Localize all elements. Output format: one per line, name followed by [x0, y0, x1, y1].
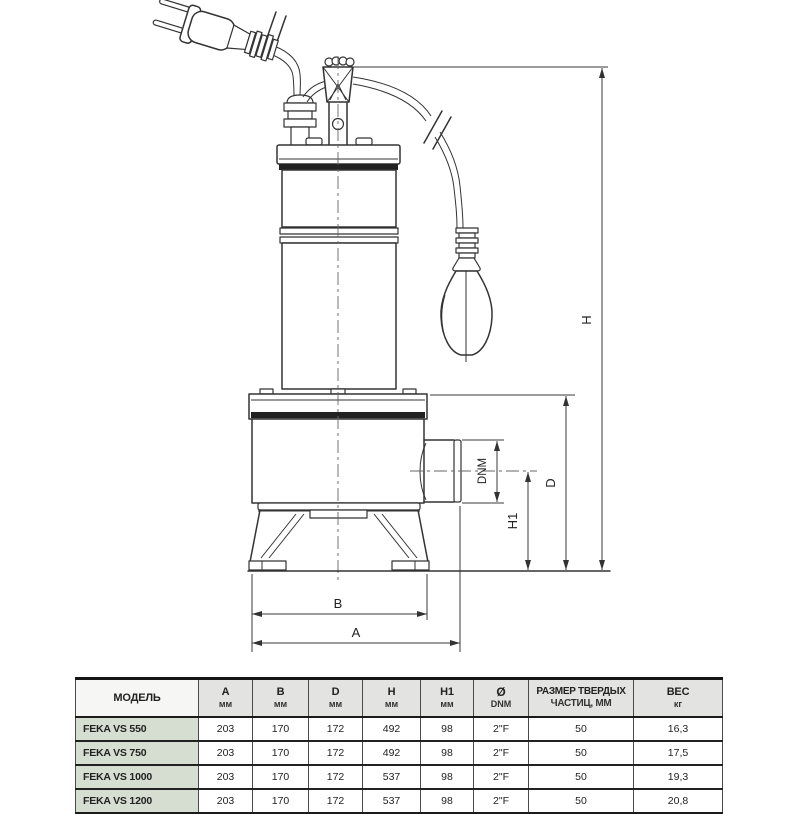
upper-shell — [282, 170, 396, 227]
top-cap — [277, 145, 400, 164]
float-rib — [456, 238, 478, 243]
dimension-h1 — [505, 472, 528, 570]
column-header-b: B мм — [253, 679, 309, 718]
value-cell: 170 — [253, 765, 309, 789]
dimension-a — [252, 506, 460, 652]
value-cell: 203 — [199, 717, 253, 741]
table-row — [76, 765, 723, 789]
column-header-d: D мм — [309, 679, 363, 718]
column-header-h1: H1 мм — [421, 679, 474, 718]
float-collar — [453, 258, 480, 271]
value-cell: 2"F — [474, 741, 529, 765]
value-cell: 50 — [529, 765, 634, 789]
volute-rim — [258, 503, 420, 510]
value-cell: 98 — [421, 717, 474, 741]
dimensions-table — [75, 677, 723, 814]
dimension-d — [430, 395, 575, 570]
value-cell: 537 — [363, 765, 421, 789]
value-cell: 50 — [529, 741, 634, 765]
value-cell: 172 — [309, 789, 363, 813]
dim-label-h1: H1 — [505, 512, 520, 530]
base-foot — [392, 561, 429, 570]
value-cell: 98 — [421, 741, 474, 765]
float-rib — [459, 243, 475, 248]
value-cell: 203 — [199, 741, 253, 765]
float-rib — [459, 233, 475, 238]
value-cell: 2"F — [474, 765, 529, 789]
base-foot — [249, 561, 286, 570]
strainer-base — [249, 510, 429, 570]
suction-inlet — [310, 510, 367, 518]
float-rib — [456, 228, 478, 233]
float-rib — [456, 248, 478, 253]
table-row — [76, 789, 723, 813]
value-cell: 98 — [421, 789, 474, 813]
model-cell: FEKA VS 1200 — [76, 789, 199, 813]
column-header-h: H мм — [363, 679, 421, 718]
header-row — [76, 679, 723, 718]
column-header-model: МОДЕЛЬ — [76, 679, 199, 718]
cap-lug — [356, 138, 372, 145]
value-cell: 492 — [363, 741, 421, 765]
model-cell: FEKA VS 550 — [76, 717, 199, 741]
value-cell: 203 — [199, 789, 253, 813]
carry-handle — [323, 57, 354, 146]
cap-seal-band — [279, 164, 398, 170]
value-cell: 2"F — [474, 789, 529, 813]
value-cell: 537 — [363, 789, 421, 813]
value-cell: 17,5 — [634, 741, 723, 765]
column-header-diameter: Ø DNM — [474, 679, 529, 718]
dim-label-d: D — [543, 478, 558, 488]
column-header-weight: ВЕС кг — [634, 679, 723, 718]
value-cell: 172 — [309, 765, 363, 789]
value-cell: 492 — [363, 717, 421, 741]
power-plug-icon — [150, 0, 281, 68]
column-header-a: A мм — [199, 679, 253, 718]
value-cell: 50 — [529, 717, 634, 741]
value-cell: 98 — [421, 765, 474, 789]
value-cell: 172 — [309, 741, 363, 765]
column-header-solids-size: РАЗМЕР ТВЕРДЫХ ЧАСТИЦ, ММ — [529, 679, 634, 718]
value-cell: 2"F — [474, 717, 529, 741]
float-rib — [459, 253, 475, 258]
dim-label-a: A — [351, 625, 361, 640]
float-switch — [441, 228, 492, 362]
lower-shell — [282, 243, 396, 389]
dim-label-h: H — [579, 315, 594, 325]
value-cell: 170 — [253, 789, 309, 813]
rope-coil — [346, 58, 354, 66]
dim-label-b: B — [333, 596, 343, 611]
shell-rib — [280, 237, 398, 243]
dim-label-dnm: DNM — [477, 457, 489, 485]
value-cell: 50 — [529, 789, 634, 813]
cap-lug — [306, 138, 322, 145]
value-cell: 203 — [199, 765, 253, 789]
shell-rib — [280, 228, 398, 234]
dimension-b — [252, 574, 427, 652]
table-row — [76, 717, 723, 741]
value-cell: 170 — [253, 741, 309, 765]
table-row — [76, 741, 723, 765]
model-cell: FEKA VS 1000 — [76, 765, 199, 789]
value-cell: 16,3 — [634, 717, 723, 741]
value-cell: 170 — [253, 717, 309, 741]
value-cell: 20,8 — [634, 789, 723, 813]
value-cell: 172 — [309, 717, 363, 741]
value-cell: 19,3 — [634, 765, 723, 789]
model-cell: FEKA VS 750 — [76, 741, 199, 765]
dimension-dnm — [462, 440, 504, 503]
pump-volute — [249, 394, 461, 510]
